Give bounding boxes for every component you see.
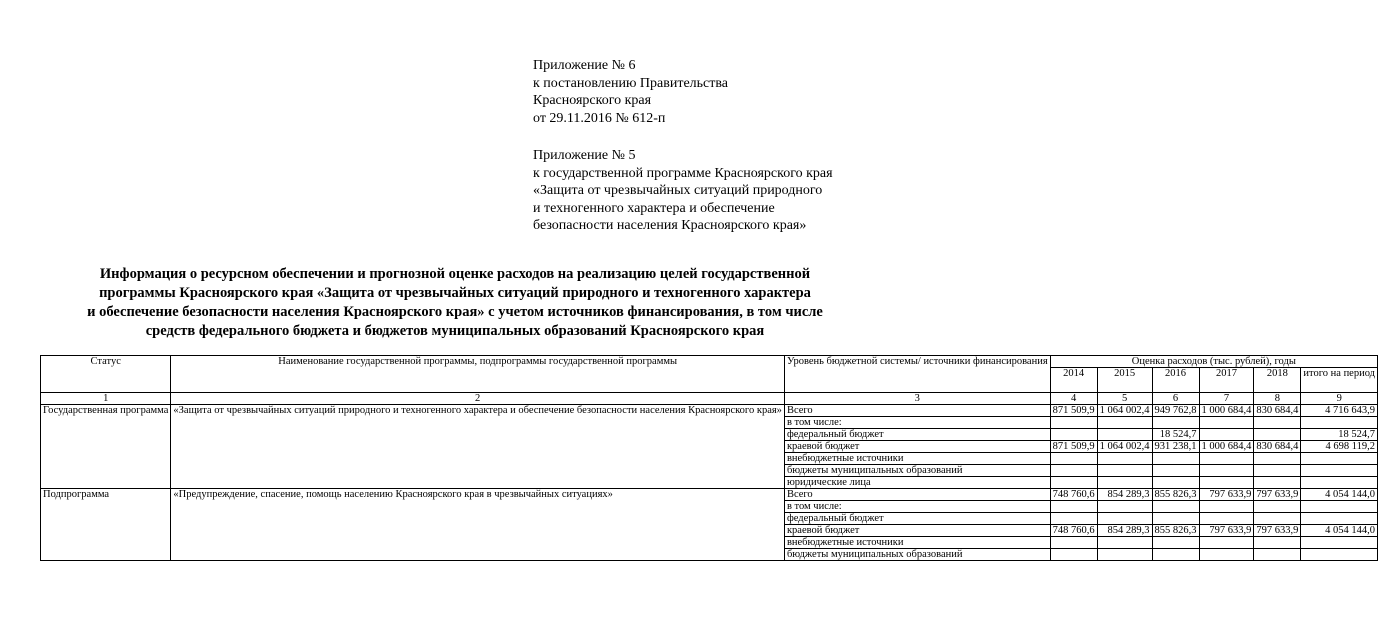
value-cell <box>1254 453 1301 465</box>
value-cell <box>1254 549 1301 561</box>
appendix-5-block <box>533 147 893 235</box>
header-year: 2014 <box>1050 368 1097 393</box>
row-budget-level: федеральный бюджет <box>784 513 1050 525</box>
value-cell <box>1050 549 1097 561</box>
value-cell <box>1254 429 1301 441</box>
value-cell <box>1097 537 1152 549</box>
value-cell: 748 760,6 <box>1050 525 1097 537</box>
value-cell: 854 289,3 <box>1097 525 1152 537</box>
value-cell: 830 684,4 <box>1254 405 1301 417</box>
row-budget-level: в том числе: <box>784 417 1050 429</box>
value-cell <box>1097 549 1152 561</box>
value-cell <box>1050 417 1097 429</box>
value-cell <box>1254 513 1301 525</box>
value-cell: 1 000 684,4 <box>1199 441 1254 453</box>
value-cell <box>1199 549 1254 561</box>
title-line: Информация о ресурсном обеспечении и прогнозной оценке расходов на реализацию целей государственной <box>99 266 811 282</box>
appendix-5-line: Приложение № 5 <box>533 148 636 163</box>
value-cell <box>1301 465 1378 477</box>
value-cell <box>1050 465 1097 477</box>
value-cell <box>1301 453 1378 465</box>
document-title <box>40 265 870 341</box>
header-status: Статус <box>41 356 171 393</box>
value-cell <box>1254 501 1301 513</box>
value-cell <box>1097 513 1152 525</box>
row-budget-level: юридические лица <box>784 477 1050 489</box>
budget-table <box>40 355 1378 561</box>
value-cell <box>1152 477 1199 489</box>
value-cell: 854 289,3 <box>1097 489 1152 501</box>
value-cell <box>1050 429 1097 441</box>
value-cell: 18 524,7 <box>1152 429 1199 441</box>
value-cell <box>1152 465 1199 477</box>
value-cell: 871 509,9 <box>1050 441 1097 453</box>
value-cell <box>1050 501 1097 513</box>
value-cell: 797 633,9 <box>1254 489 1301 501</box>
header-program-name: Наименование государственной программы, подпрограммы государственной программы <box>171 356 785 393</box>
value-cell <box>1199 417 1254 429</box>
header-year: 2015 <box>1097 368 1152 393</box>
value-cell <box>1050 477 1097 489</box>
appendix-6-line: к постановлению Правительства <box>533 75 729 91</box>
row-budget-level: бюджеты муниципальных образований <box>784 465 1050 477</box>
title-line: программы Красноярского края «Защита от чрезвычайных ситуаций природного и техногенного характера <box>99 285 811 301</box>
value-cell <box>1097 501 1152 513</box>
value-cell <box>1199 429 1254 441</box>
appendix-5-line: и техногенного характера и обеспечение <box>533 200 775 216</box>
row-budget-level: Всего <box>784 489 1050 501</box>
value-cell <box>1254 417 1301 429</box>
value-cell <box>1152 537 1199 549</box>
header-year: 2018 <box>1254 368 1301 393</box>
value-cell: 855 826,3 <box>1152 525 1199 537</box>
title-line: и обеспечение безопасности населения Красноярского края» с учетом источников финансирования, в том числе <box>87 304 823 320</box>
value-cell <box>1254 465 1301 477</box>
value-cell <box>1152 513 1199 525</box>
header-year: 2017 <box>1199 368 1254 393</box>
row-program-name: «Предупреждение, спасение, помощь населению Красноярского края в чрезвычайных ситуациях» <box>171 489 785 561</box>
header-budget-level: Уровень бюджетной системы/ источники финансирования <box>784 356 1050 393</box>
appendix-6-block <box>533 57 893 127</box>
row-program-name: «Защита от чрезвычайных ситуаций природного и техногенного характера и обеспечение безопасности населения Красноярского края» <box>171 405 785 489</box>
value-cell <box>1301 549 1378 561</box>
value-cell <box>1097 453 1152 465</box>
appendix-5-line: «Защита от чрезвычайных ситуаций природного <box>533 183 823 198</box>
value-cell: 797 633,9 <box>1199 525 1254 537</box>
value-cell: 4 716 643,9 <box>1301 405 1378 417</box>
appendix-5-line: к государственной программе Красноярского края <box>533 165 833 181</box>
column-number: 3 <box>784 393 1050 405</box>
value-cell <box>1301 501 1378 513</box>
value-cell <box>1199 501 1254 513</box>
row-budget-level: бюджеты муниципальных образований <box>784 549 1050 561</box>
value-cell <box>1301 477 1378 489</box>
value-cell <box>1097 429 1152 441</box>
value-cell <box>1301 513 1378 525</box>
column-number: 9 <box>1301 393 1378 405</box>
appendix-6-line: от 29.11.2016 № 612-п <box>533 110 666 126</box>
value-cell: 931 238,1 <box>1152 441 1199 453</box>
value-cell <box>1301 417 1378 429</box>
column-number: 6 <box>1152 393 1199 405</box>
value-cell <box>1050 453 1097 465</box>
value-cell <box>1301 537 1378 549</box>
column-number: 2 <box>171 393 785 405</box>
value-cell <box>1254 477 1301 489</box>
value-cell <box>1050 513 1097 525</box>
value-cell <box>1254 537 1301 549</box>
appendix-5-line: безопасности населения Красноярского края» <box>533 218 807 233</box>
value-cell <box>1097 477 1152 489</box>
value-cell <box>1152 453 1199 465</box>
value-cell <box>1152 501 1199 513</box>
appendix-6-line: Красноярского края <box>533 93 652 108</box>
column-number: 8 <box>1254 393 1301 405</box>
row-status: Государственная программа <box>41 405 171 489</box>
value-cell: 797 633,9 <box>1199 489 1254 501</box>
value-cell <box>1050 537 1097 549</box>
value-cell: 18 524,7 <box>1301 429 1378 441</box>
row-status: Подпрограмма <box>41 489 171 561</box>
value-cell <box>1199 477 1254 489</box>
value-cell: 871 509,9 <box>1050 405 1097 417</box>
value-cell: 855 826,3 <box>1152 489 1199 501</box>
value-cell: 4 054 144,0 <box>1301 489 1378 501</box>
column-number: 7 <box>1199 393 1254 405</box>
value-cell: 797 633,9 <box>1254 525 1301 537</box>
column-number: 1 <box>41 393 171 405</box>
row-budget-level: краевой бюджет <box>784 441 1050 453</box>
value-cell <box>1199 537 1254 549</box>
row-budget-level: в том числе: <box>784 501 1050 513</box>
row-budget-level: внебюджетные источники <box>784 537 1050 549</box>
value-cell: 1 064 002,4 <box>1097 405 1152 417</box>
column-number: 5 <box>1097 393 1152 405</box>
value-cell: 830 684,4 <box>1254 441 1301 453</box>
row-budget-level: Всего <box>784 405 1050 417</box>
appendix-6-line: Приложение № 6 <box>533 58 636 73</box>
value-cell: 4 698 119,2 <box>1301 441 1378 453</box>
row-budget-level: федеральный бюджет <box>784 429 1050 441</box>
value-cell <box>1199 513 1254 525</box>
value-cell <box>1152 549 1199 561</box>
row-budget-level: краевой бюджет <box>784 525 1050 537</box>
header-year: 2016 <box>1152 368 1199 393</box>
value-cell: 4 054 144,0 <box>1301 525 1378 537</box>
value-cell: 1 064 002,4 <box>1097 441 1152 453</box>
value-cell <box>1097 465 1152 477</box>
title-line: средств федерального бюджета и бюджетов муниципальных образований Красноярского края <box>145 323 765 339</box>
value-cell: 1 000 684,4 <box>1199 405 1254 417</box>
value-cell <box>1097 417 1152 429</box>
column-number: 4 <box>1050 393 1097 405</box>
value-cell <box>1199 453 1254 465</box>
value-cell: 748 760,6 <box>1050 489 1097 501</box>
header-expense-estimate: Оценка расходов (тыс. рублей), годы <box>1050 356 1377 368</box>
header-total: итого на период <box>1301 368 1378 393</box>
row-budget-level: внебюджетные источники <box>784 453 1050 465</box>
value-cell: 949 762,8 <box>1152 405 1199 417</box>
value-cell <box>1199 465 1254 477</box>
value-cell <box>1152 417 1199 429</box>
